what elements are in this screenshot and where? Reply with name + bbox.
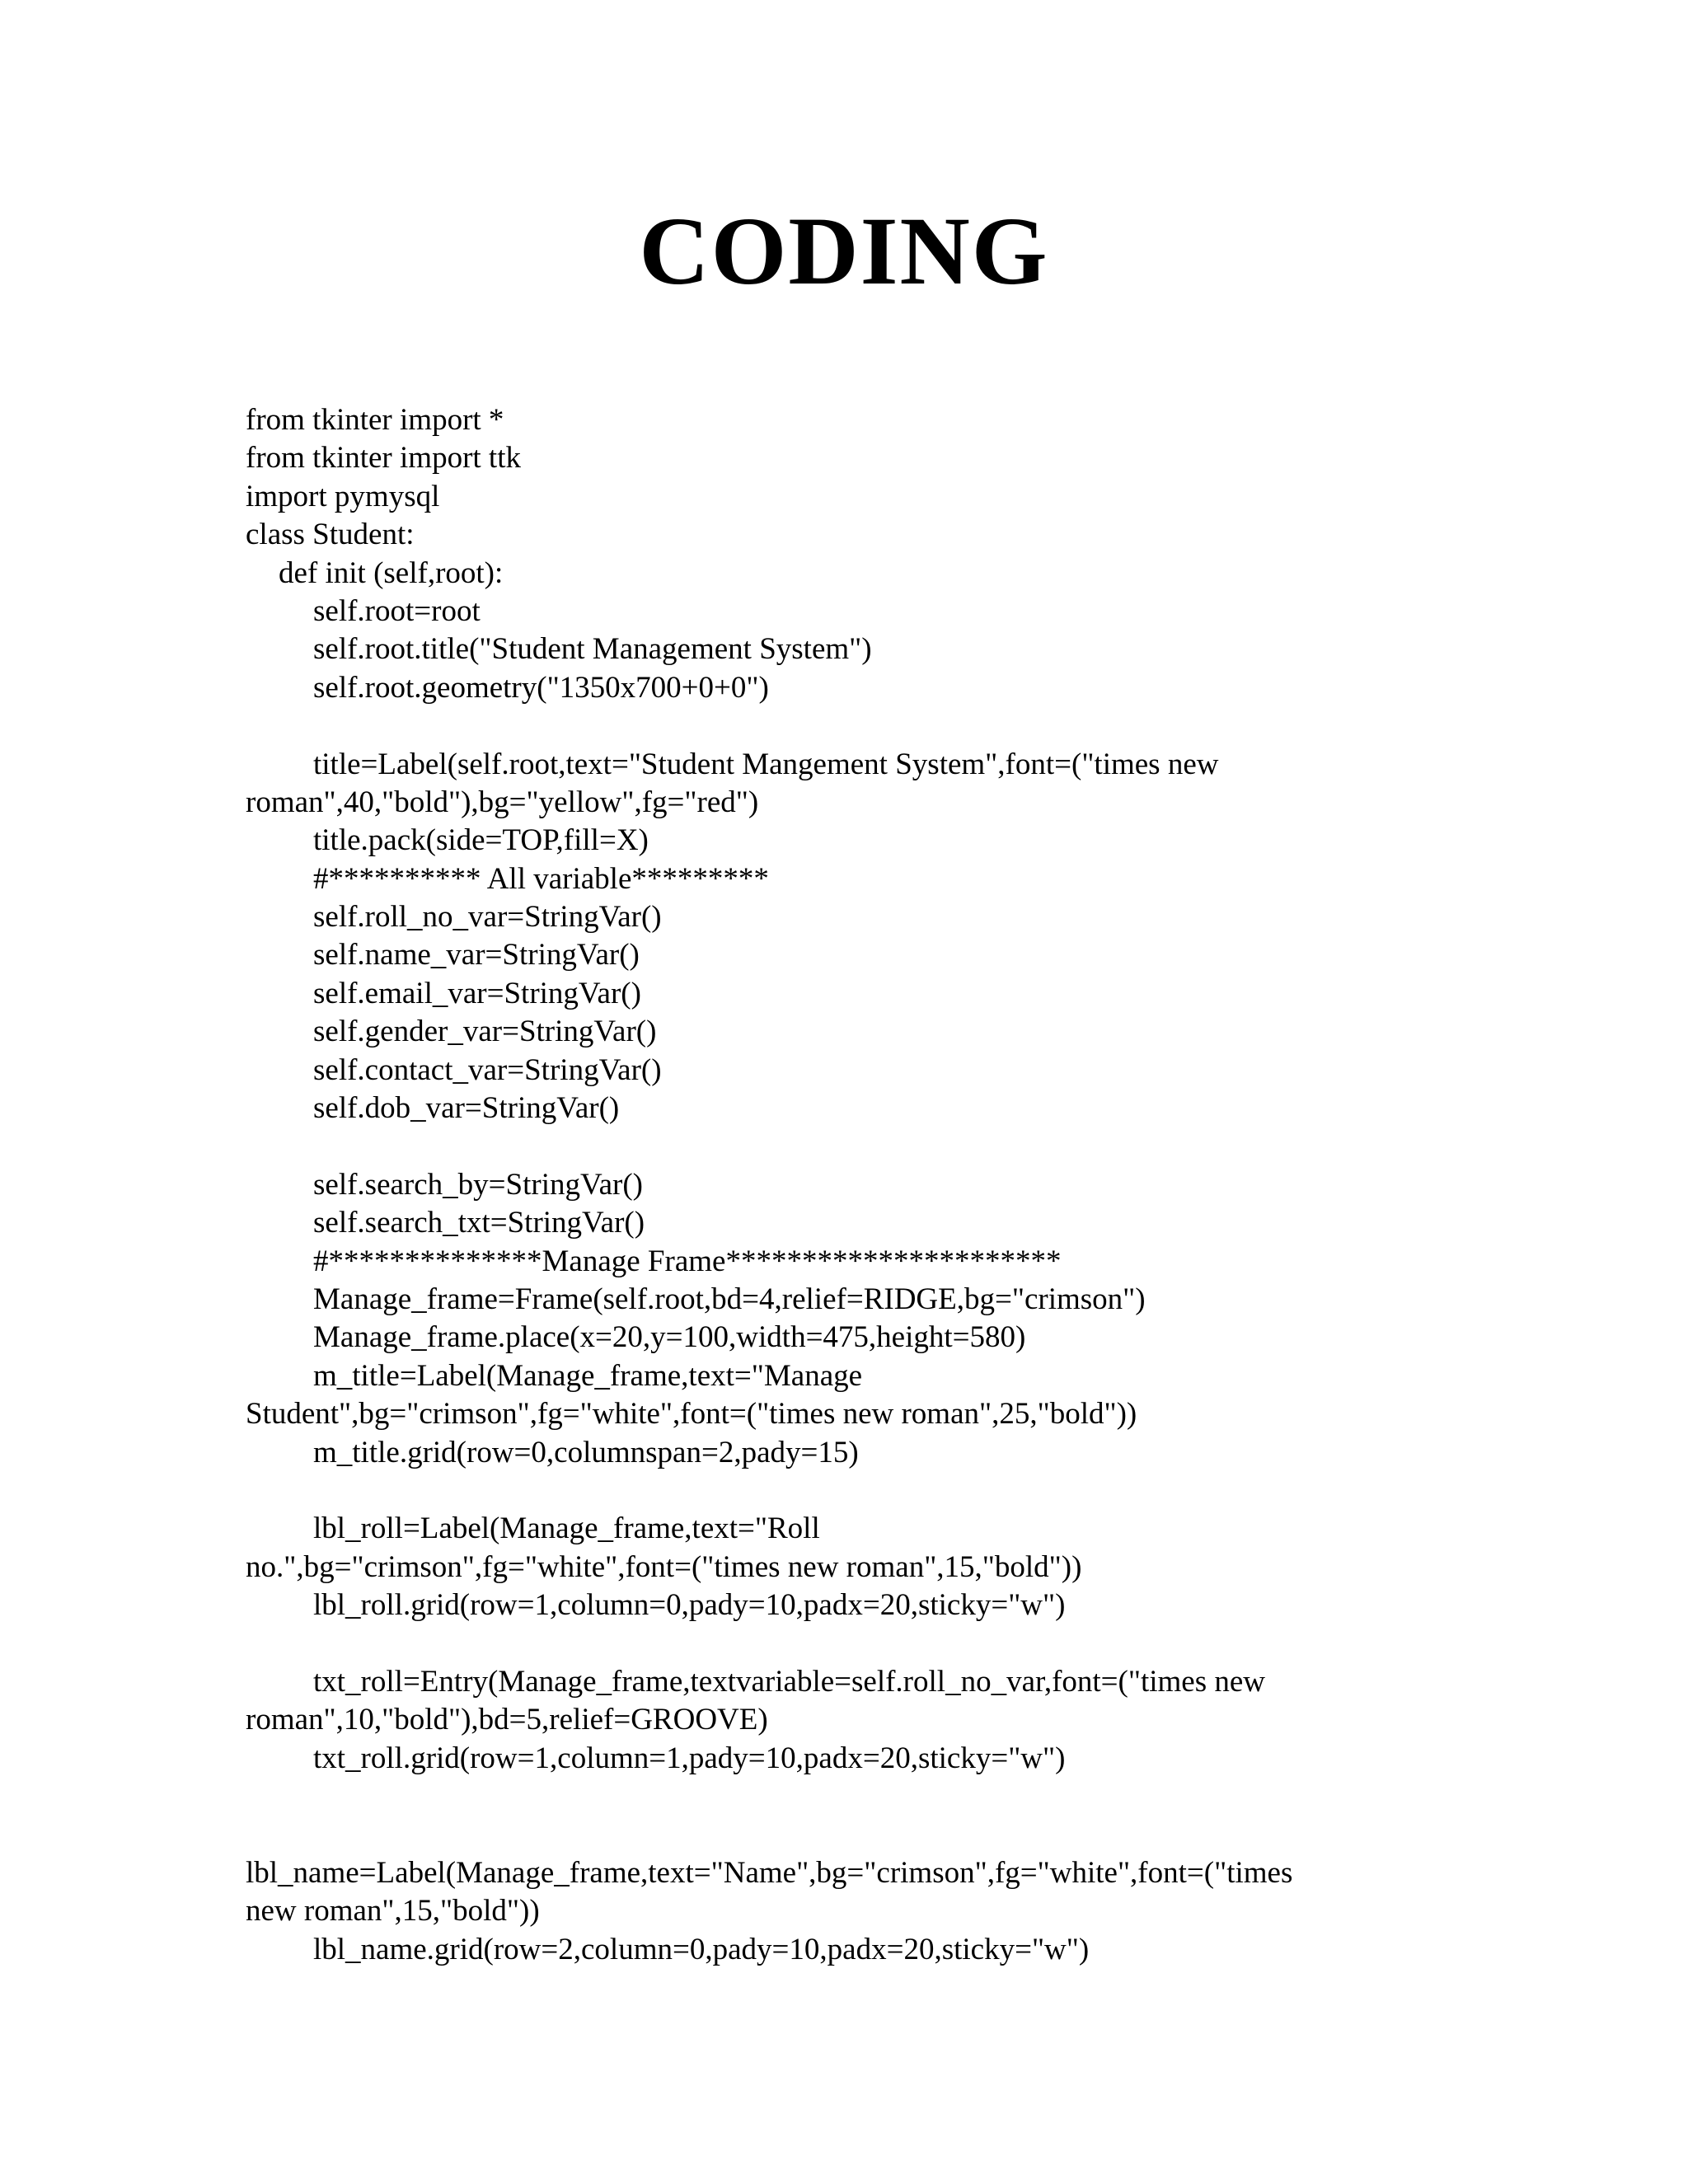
code-line: title.pack(side=TOP,fill=X) bbox=[313, 823, 649, 858]
code-line: class Student: bbox=[246, 518, 415, 552]
code-line: from tkinter import * bbox=[246, 403, 504, 437]
code-line: self.root=root bbox=[313, 593, 481, 628]
code-line: self.search_by=StringVar() bbox=[313, 1167, 643, 1202]
code-line: new roman",15,"bold")) bbox=[246, 1894, 540, 1929]
code-line: lbl_name.grid(row=2,column=0,pady=10,padx=20,sticky="w") bbox=[313, 1932, 1090, 1966]
code-line: lbl_name=Label(Manage_frame,text="Name",bg="crimson",fg="white",font=("times bbox=[246, 1855, 1293, 1890]
code-line: lbl_roll.grid(row=1,column=0,pady=10,padx=20,sticky="w") bbox=[313, 1588, 1066, 1623]
code-line: self.email_var=StringVar() bbox=[313, 976, 641, 1010]
code-line: m_title.grid(row=0,columnspan=2,pady=15) bbox=[313, 1435, 859, 1469]
blank-line bbox=[246, 707, 1482, 745]
code-line: Manage_frame.place(x=20,y=100,width=475,height=580) bbox=[313, 1320, 1026, 1355]
code-line: roman",40,"bold"),bg="yellow",fg="red") bbox=[246, 785, 759, 819]
code-listing bbox=[246, 401, 1482, 1969]
code-line: self.contact_var=StringVar() bbox=[313, 1052, 662, 1087]
code-line: self.dob_var=StringVar() bbox=[313, 1091, 620, 1126]
code-line: def init (self,root): bbox=[279, 555, 504, 590]
code-line: txt_roll=Entry(Manage_frame,textvariable=self.roll_no_var,font=("times new bbox=[313, 1664, 1266, 1699]
code-line: m_title=Label(Manage_frame,text="Manage bbox=[313, 1358, 863, 1393]
code-line: lbl_roll=Label(Manage_frame,text="Roll bbox=[313, 1511, 820, 1546]
code-line: self.gender_var=StringVar() bbox=[313, 1015, 657, 1049]
code-line: self.root.title("Student Management System") bbox=[313, 632, 872, 667]
blank-line bbox=[246, 1127, 1482, 1165]
code-line: #********** All variable********* bbox=[313, 861, 769, 896]
code-line: roman",10,"bold"),bd=5,relief=GROOVE) bbox=[246, 1703, 768, 1737]
code-line: self.name_var=StringVar() bbox=[313, 938, 640, 972]
code-line: Student",bg="crimson",fg="white",font=("times new roman",25,"bold")) bbox=[246, 1397, 1137, 1432]
blank-line bbox=[246, 1472, 1482, 1510]
page-title: CODING bbox=[639, 197, 1049, 305]
code-line: no.",bg="crimson",fg="white",font=("times new roman",15,"bold")) bbox=[246, 1549, 1082, 1584]
code-line: self.roll_no_var=StringVar() bbox=[313, 900, 662, 935]
code-line: import pymysql bbox=[246, 479, 440, 513]
blank-line bbox=[246, 1778, 1482, 1816]
code-line: from tkinter import ttk bbox=[246, 441, 521, 476]
code-line: self.search_txt=StringVar() bbox=[313, 1206, 645, 1240]
blank-line bbox=[246, 1625, 1482, 1663]
code-line: self.root.geometry("1350x700+0+0") bbox=[313, 670, 769, 705]
code-line: title=Label(self.root,text="Student Mangement System",font=("times new bbox=[313, 747, 1219, 781]
code-line: txt_roll.grid(row=1,column=1,pady=10,padx=20,sticky="w") bbox=[313, 1741, 1066, 1775]
code-line: #**************Manage Frame********************** bbox=[313, 1244, 1062, 1278]
code-line: Manage_frame=Frame(self.root,bd=4,relief=RIDGE,bg="crimson") bbox=[313, 1282, 1146, 1316]
blank-line bbox=[246, 1816, 1482, 1854]
